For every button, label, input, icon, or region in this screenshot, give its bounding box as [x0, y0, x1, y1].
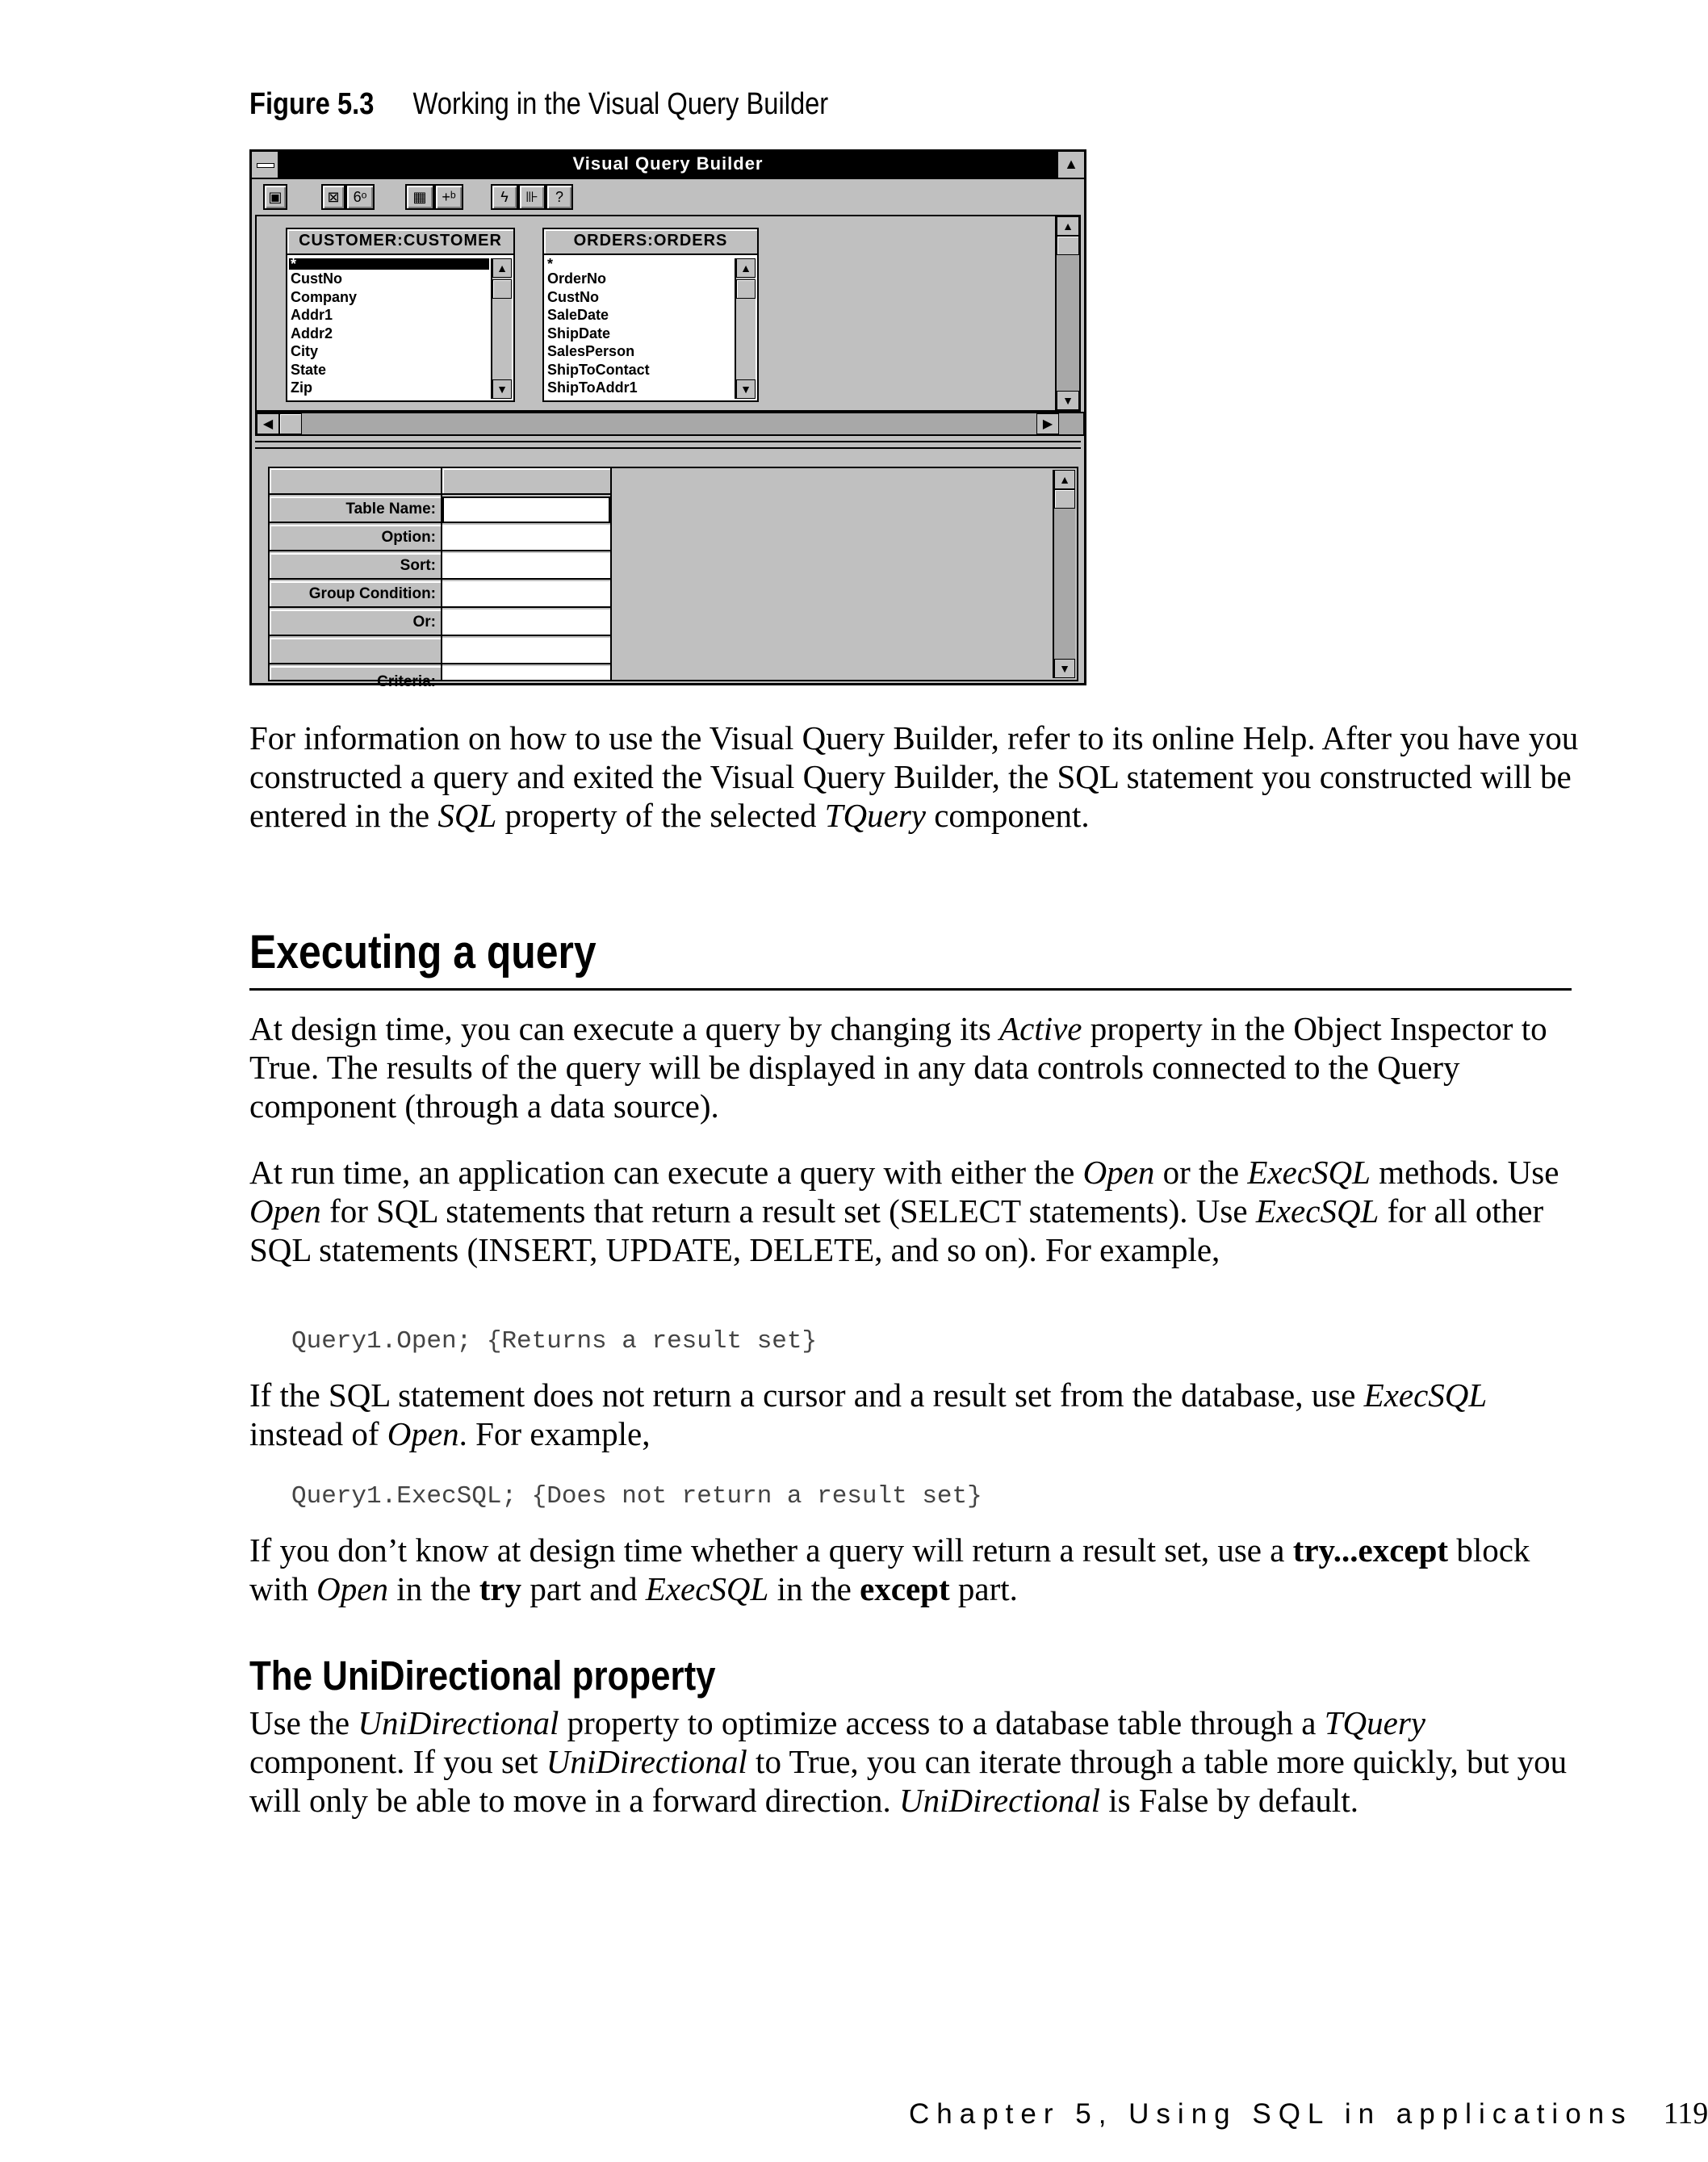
text: At run time, an application can execute a query with either the — [249, 1154, 1083, 1191]
expression-button[interactable] — [434, 184, 463, 210]
field-item[interactable]: SaleDate — [547, 307, 609, 323]
save-icon: ▣ — [268, 189, 283, 205]
text: Use the — [249, 1704, 358, 1741]
field-item[interactable]: CustNo — [547, 288, 599, 305]
field-list — [546, 258, 733, 399]
text-italic: TQuery — [1324, 1704, 1425, 1741]
text-italic: Open — [316, 1570, 388, 1607]
scroll-thumb[interactable] — [1054, 489, 1075, 509]
figure-label: Figure 5.3 — [249, 87, 375, 121]
paragraph — [249, 1153, 1581, 1269]
table-customer[interactable] — [286, 228, 515, 402]
window-title: Visual Query Builder — [572, 153, 764, 174]
text-italic: Open — [387, 1415, 459, 1452]
field-item[interactable]: * — [289, 258, 489, 270]
field-item[interactable]: CustNo — [291, 270, 342, 287]
grid-vertical-scrollbar[interactable] — [1053, 470, 1075, 678]
heading-rule — [249, 988, 1572, 991]
field-item[interactable]: OrderNo — [547, 270, 607, 287]
text-bold: try — [479, 1570, 522, 1607]
text: part and — [521, 1570, 646, 1607]
text: If the SQL statement does not return a cursor and a result set from the database, use — [249, 1376, 1364, 1414]
paragraph — [249, 719, 1581, 835]
scroll-down-icon[interactable]: ▼ — [492, 379, 512, 399]
section-heading: Executing a query — [249, 926, 597, 978]
sql-icon: ⊪ — [525, 189, 538, 205]
close-table-button[interactable] — [321, 184, 345, 210]
text-bold: except — [860, 1570, 950, 1607]
paragraph — [249, 1009, 1581, 1125]
text: If you don’t know at design time whether a query will return a result set, use a — [249, 1531, 1293, 1569]
table-title: ORDERS:ORDERS — [544, 229, 757, 255]
run-button[interactable] — [491, 184, 518, 210]
scroll-thumb[interactable] — [492, 279, 512, 299]
scroll-up-icon[interactable]: ▲ — [492, 258, 512, 278]
text: methods. Use — [1370, 1154, 1559, 1191]
figure-title: Working in the Visual Query Builder — [412, 87, 829, 121]
text: property to optimize access to a database table through a — [559, 1704, 1325, 1741]
text: instead of — [249, 1415, 387, 1452]
maximize-icon[interactable]: ▲ — [1057, 152, 1084, 178]
close-table-icon: ⊠ — [327, 189, 340, 205]
save-button[interactable] — [263, 184, 287, 210]
grid-header-criteria: Criteria: — [270, 666, 441, 681]
text: to True, you can iterate through a table more quickly, but you will only be able to move in a forward direction. — [249, 1743, 1568, 1819]
page-number: 119 — [1663, 2097, 1708, 2131]
text: property of the selected — [496, 797, 825, 834]
field-item[interactable]: Zip — [291, 379, 312, 396]
grid-header-table-name: Table Name: — [270, 497, 441, 523]
grid-cell-group-condition[interactable] — [442, 581, 610, 608]
code-sample: Query1.ExecSQL; {Does not return a result set} — [291, 1482, 982, 1510]
grid-cell-criteria[interactable] — [442, 666, 610, 681]
field-item[interactable]: ShipToContact — [547, 361, 650, 378]
grid-cell-or[interactable] — [442, 610, 610, 636]
grid-header-sort: Sort: — [270, 553, 441, 580]
text: in the — [768, 1570, 860, 1607]
text: part. — [949, 1570, 1018, 1607]
text: for SQL statements that return a result set (SELECT statements). Use — [320, 1192, 1256, 1230]
text-italic: Active — [999, 1010, 1082, 1047]
text-italic: UniDirectional — [546, 1743, 747, 1780]
text: for all other SQL statements (INSERT, UPDATE, DELETE, and so on). For example, — [249, 1192, 1544, 1268]
text: component. If you set — [249, 1743, 546, 1780]
grid-column-header[interactable] — [442, 468, 610, 495]
text-italic: TQuery — [824, 797, 926, 834]
field-list — [289, 258, 489, 399]
scroll-up-icon[interactable]: ▲ — [736, 258, 756, 278]
grid-row-headers — [270, 468, 442, 690]
field-item[interactable]: State — [291, 361, 327, 378]
text: block with — [249, 1531, 1530, 1607]
text-italic: SQL — [437, 797, 497, 834]
table-icon: ▦ — [412, 189, 427, 205]
table-button[interactable] — [405, 184, 434, 210]
text-italic: ExecSQL — [1363, 1376, 1488, 1414]
field-item[interactable]: ShipDate — [547, 325, 611, 341]
text-italic: UniDirectional — [358, 1704, 559, 1741]
table-title: CUSTOMER:CUSTOMER — [287, 229, 513, 255]
text-bold: try...except — [1292, 1531, 1449, 1569]
diagram-vertical-scrollbar[interactable] — [1055, 215, 1081, 412]
paragraph — [249, 1703, 1581, 1820]
grid-header — [270, 638, 441, 664]
help-button[interactable] — [546, 184, 573, 210]
scroll-down-icon[interactable]: ▼ — [1057, 391, 1079, 410]
sql-button[interactable] — [518, 184, 546, 210]
grid-column — [442, 468, 612, 680]
scroll-thumb[interactable] — [1057, 236, 1079, 255]
text-italic: UniDirectional — [898, 1782, 1100, 1819]
scroll-up-icon[interactable]: ▲ — [1057, 216, 1079, 236]
text-italic: Open — [249, 1192, 321, 1230]
help-icon: ? — [555, 189, 563, 205]
expression-icon: +ᵇ — [442, 189, 456, 205]
field-item[interactable]: Company — [291, 288, 358, 305]
field-scrollbar[interactable] — [491, 258, 512, 399]
field-item[interactable]: Addr2 — [291, 325, 333, 341]
text-italic: ExecSQL — [1255, 1192, 1379, 1230]
title-bar — [252, 152, 1084, 179]
scroll-left-icon[interactable]: ◀ — [257, 413, 279, 434]
text: At design time, you can execute a query by changing its — [249, 1010, 1000, 1047]
grid-cell-sort[interactable] — [442, 553, 610, 580]
grid-cell-option[interactable] — [442, 525, 610, 551]
paragraph — [249, 1531, 1581, 1608]
field-item[interactable]: * — [546, 258, 733, 270]
grid-header-group-condition: Group Condition: — [270, 581, 441, 608]
pane-splitter[interactable] — [255, 441, 1081, 449]
glasses-icon: 6ᵒ — [353, 189, 367, 205]
figure-caption — [249, 87, 828, 122]
field-item[interactable]: ShipToAddr1 — [547, 379, 638, 396]
toolbar — [252, 181, 1084, 213]
page-footer — [909, 2096, 1708, 2131]
scroll-thumb[interactable] — [279, 413, 302, 434]
grid-cell[interactable] — [442, 638, 610, 664]
visual-query-builder-window — [249, 149, 1086, 690]
text: component. — [925, 797, 1090, 834]
text-italic: ExecSQL — [1247, 1154, 1371, 1191]
field-scrollbar[interactable] — [735, 258, 756, 399]
scroll-down-icon[interactable]: ▼ — [736, 379, 756, 399]
text-italic: Open — [1082, 1154, 1155, 1191]
footer-chapter: Chapter 5, Using SQL in applications — [909, 2098, 1633, 2130]
grid-header-or: Or: — [270, 610, 441, 636]
diagram-horizontal-scrollbar[interactable] — [255, 412, 1085, 436]
field-item[interactable]: Addr1 — [291, 307, 333, 323]
text: property in the Object Inspector to True. The results of the query will be displayed in any data controls connected to the Query component (through a data source). — [249, 1010, 1547, 1125]
text-italic: ExecSQL — [645, 1570, 769, 1607]
glasses-button[interactable] — [345, 184, 375, 210]
grid-header — [270, 468, 441, 495]
table-diagram-area — [255, 215, 1062, 412]
paragraph — [249, 1376, 1581, 1453]
grid-header-option: Option: — [270, 525, 441, 551]
scroll-thumb[interactable] — [736, 279, 756, 299]
text: in the — [387, 1570, 479, 1607]
query-grid — [268, 467, 1078, 690]
text: or the — [1154, 1154, 1248, 1191]
field-item[interactable]: SalesPerson — [547, 343, 635, 359]
scroll-up-icon[interactable]: ▲ — [1054, 470, 1075, 489]
table-orders[interactable] — [542, 228, 759, 402]
scroll-down-icon[interactable]: ▼ — [1054, 659, 1075, 678]
field-item[interactable]: City — [291, 343, 319, 359]
code-sample: Query1.Open; {Returns a result set} — [291, 1327, 818, 1355]
subsection-heading: The UniDirectional property — [249, 1653, 716, 1699]
grid-cell-table-name[interactable] — [442, 497, 610, 523]
scroll-right-icon[interactable]: ▶ — [1036, 413, 1059, 434]
text: is False by default. — [1099, 1782, 1358, 1819]
text: . For example, — [458, 1415, 651, 1452]
run-icon: ϟ — [500, 189, 509, 205]
text: For information on how to use the Visual Query Builder, refer to its online Help. After you have you constructed a query and exited the Visual Query Builder, the SQL statement you constructed will be entered in the — [249, 719, 1579, 834]
